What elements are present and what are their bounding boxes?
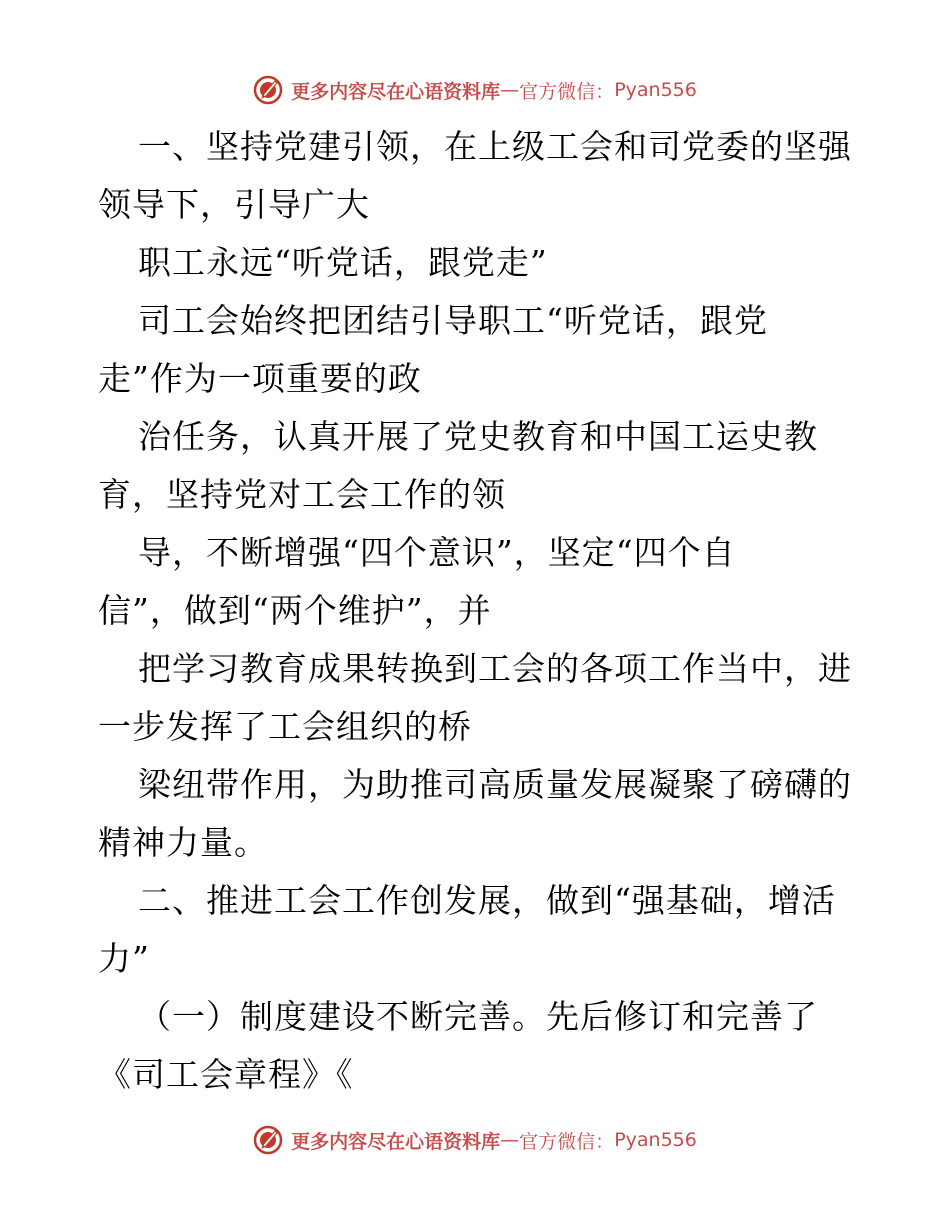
text-line: 一步发挥了工会组织的桥 [98, 707, 472, 746]
watermark-id: Pyan556 [614, 79, 697, 101]
footer-watermark [0, 1120, 950, 1160]
watermark-main-text: 更多内容尽在心语资料库 [291, 80, 501, 103]
header-watermark [0, 70, 950, 110]
watermark-main-text: 更多内容尽在心语资料库 [291, 1130, 501, 1153]
watermark-label: 官方微信： [519, 1130, 615, 1153]
pen-logo-icon [253, 75, 283, 105]
text-line: 信”，做到“两个维护”，并 [98, 591, 492, 630]
text-line: 梁纽带作用，为助推司高质量发展凝聚了磅礴的 [138, 765, 852, 804]
text-line: 把学习教育成果转换到工会的各项工作当中，进 [138, 649, 852, 688]
text-line: 《司工会章程》《 [98, 1055, 354, 1094]
watermark-dash: — [500, 79, 520, 101]
text-line: 育，坚持党对工会工作的领 [98, 475, 506, 514]
text-line: 二、推进工会工作创发展，做到“强基础，增活 [138, 881, 836, 920]
watermark-label: 官方微信： [519, 80, 615, 103]
watermark-id: Pyan556 [614, 1129, 697, 1151]
document-body [98, 118, 858, 1104]
text-line: 走”作为一项重要的政 [98, 359, 422, 398]
text-line: 司工会始终把团结引导职工“听党话，跟党 [138, 301, 768, 340]
watermark-dash: — [500, 1129, 520, 1151]
text-line: （一）制度建设不断完善。先后修订和完善了 [138, 997, 818, 1036]
text-line: 领导下，引导广大 [98, 185, 370, 224]
text-line: 职工永远“听党话，跟党走” [138, 243, 548, 282]
pen-logo-icon [253, 1125, 283, 1155]
text-line: 导，不断增强“四个意识”，坚定“四个自 [138, 533, 736, 572]
text-line: 治任务，认真开展了党史教育和中国工运史教 [138, 417, 818, 456]
text-line: 精神力量。 [98, 823, 268, 862]
text-line: 一、坚持党建引领，在上级工会和司党委的坚强 [138, 127, 852, 166]
text-line: 力” [98, 939, 150, 978]
